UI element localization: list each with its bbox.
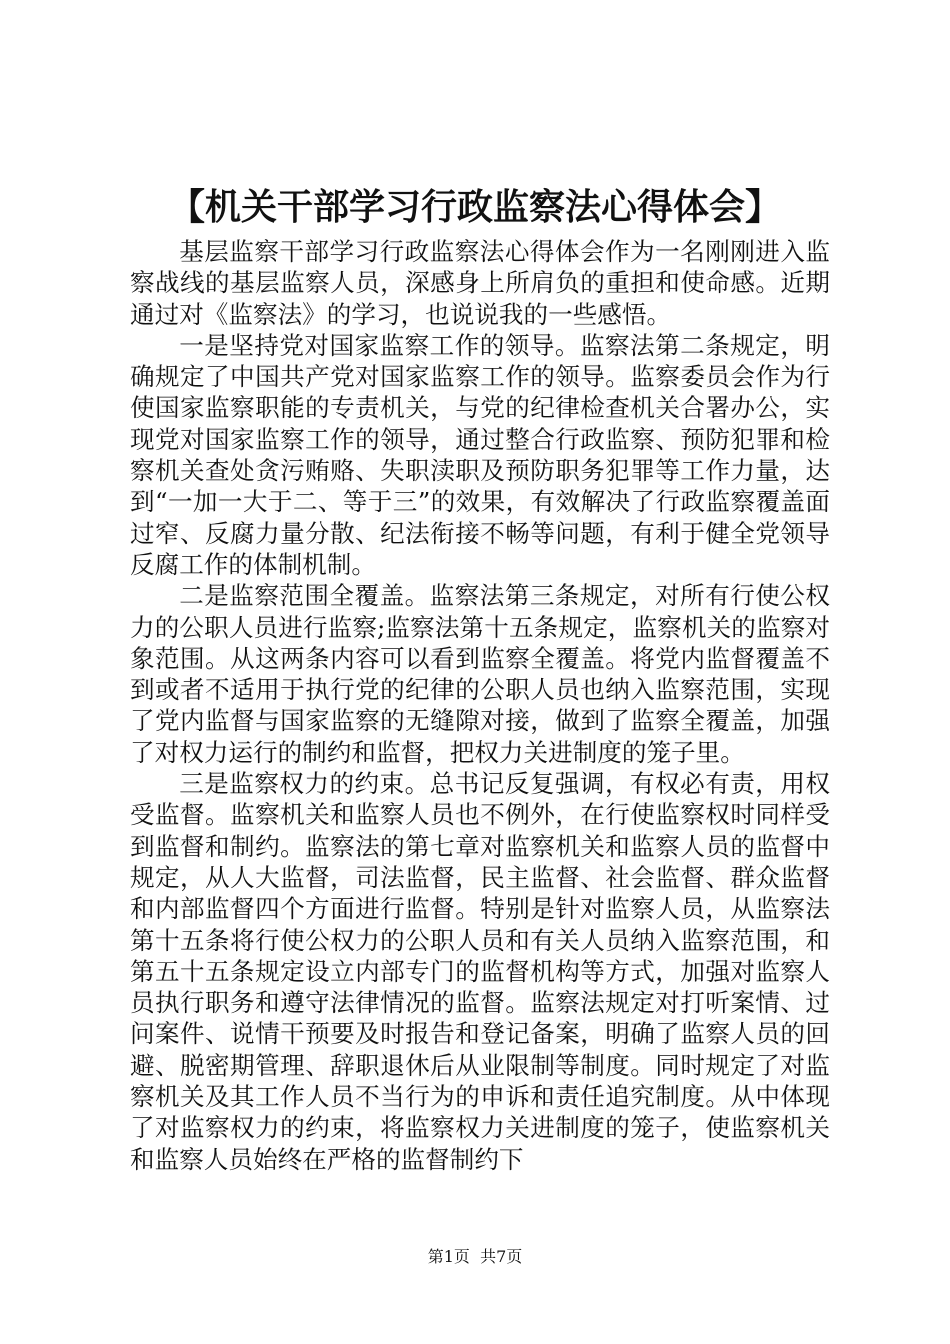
paragraph-point-one: 一是坚持党对国家监察工作的领导。监察法第二条规定，明确规定了中国共产党对国家监察工作的领导。监察委员会作为行使国家监察职能的专责机关，与党的纪律检查机关合署办公，实现党对国家监察工作的领导，通过整合行政监察、预防犯罪和检察机关查处贪污贿赂、失职渎职及预防职务犯罪等工作力量，达到“一加一大于二、等于三”的效果，有效解决了行政监察覆盖面过窄、反腐力量分散、纪法衔接不畅等问题，有利于健全党领导反腐工作的体制机制。 xyxy=(130,330,830,579)
document-title: 【机关干部学习行政监察法心得体会】 xyxy=(168,187,781,228)
paragraph-point-three: 三是监察权力的约束。总书记反复强调，有权必有责，用权受监督。监察机关和监察人员也不例外，在行使监察权时同样受到监督和制约。监察法的第七章对监察机关和监察人员的监督中规定，从人大监督，司法监督，民主监督、社会监督、群众监督和内部监督四个方面进行监督。特别是针对监察人员，从监察法第十五条将行使公权力的公职人员和有关人员纳入监察范围，和第五十五条规定设立内部专门的监督机构等方式，加强对监察人员执行职务和遵守法律情况的监督。监察法规定对打听案情、过问案件、说情干预要及时报告和登记备案，明确了监察人员的回避、脱密期管理、辞职退休后从业限制等制度。同时规定了对监察机关及其工作人员不当行为的申诉和责任追究制度。从中体现了对监察权力的约束，将监察权力关进制度的笼子，使监察机关和监察人员始终在严格的监督制约下 xyxy=(130,769,830,1174)
document-body xyxy=(130,236,830,1175)
paragraph-intro: 基层监察干部学习行政监察法心得体会作为一名刚刚进入监察战线的基层监察人员，深感身上所肩负的重担和使命感。近期通过对《监察法》的学习，也说说我的一些感悟。 xyxy=(130,237,830,329)
page-number-footer: 第1页 共7页 xyxy=(427,1247,523,1266)
paragraph-point-two: 二是监察范围全覆盖。监察法第三条规定，对所有行使公权力的公职人员进行监察;监察法第十五条规定，监察机关的监察对象范围。从这两条内容可以看到监察全覆盖。将党内监督覆盖不到或者不适用于执行党的纪律的公职人员也纳入监察范围，实现了党内监督与国家监察的无缝隙对接，做到了监察全覆盖，加强了对权力运行的制约和监督，把权力关进制度的笼子里。 xyxy=(130,581,830,767)
